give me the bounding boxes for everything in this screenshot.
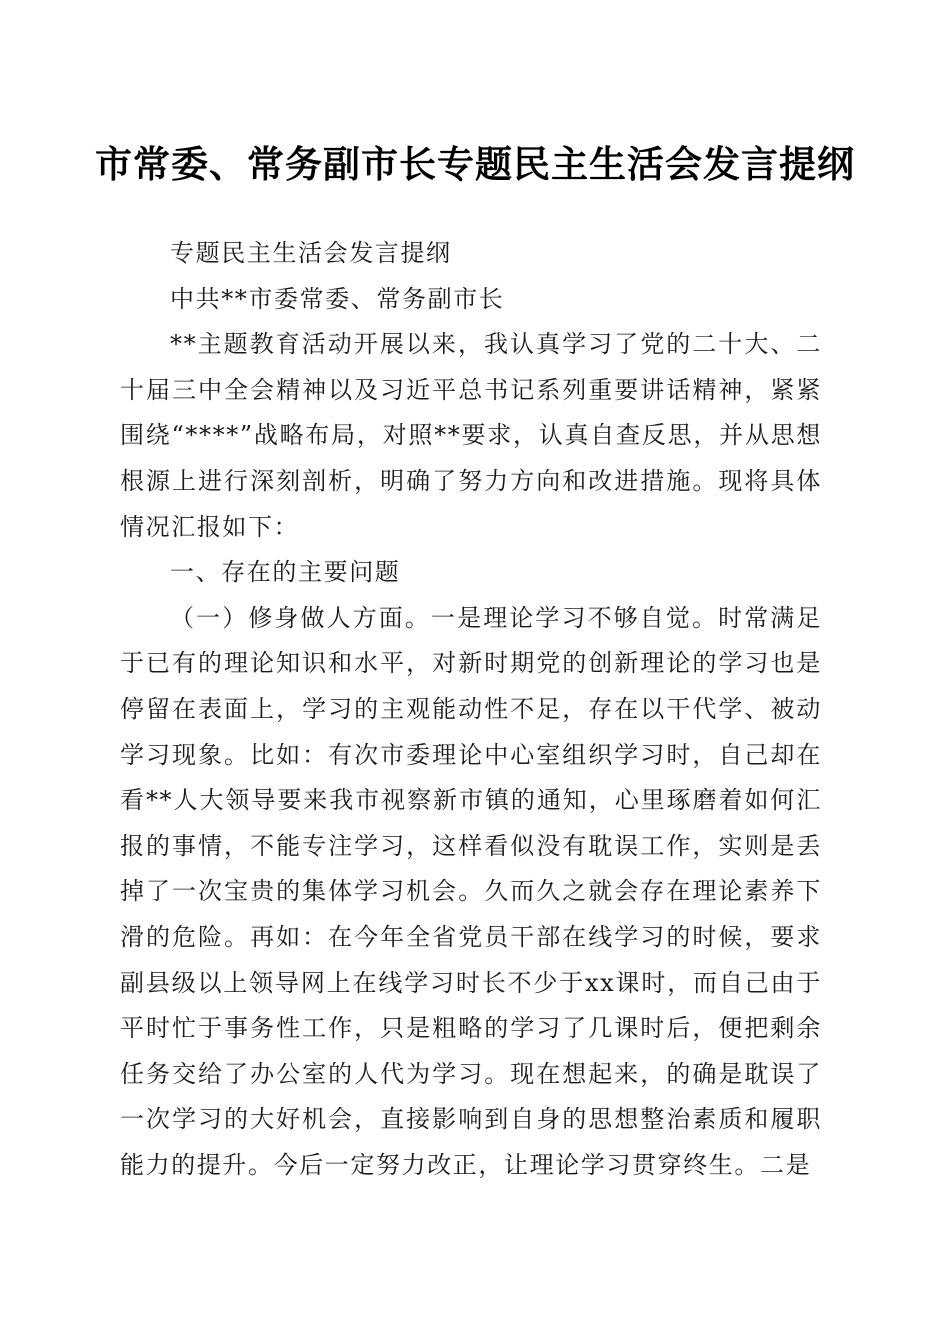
- document-body: [120, 231, 822, 1188]
- subtitle-line: 专题民主生活会发言提纲: [170, 239, 452, 267]
- document-title: 市常委、常务副市长专题民主生活会发言提纲: [95, 142, 855, 186]
- author-line: 中共**市委常委、常务副市长: [170, 284, 505, 313]
- section-paragraph: （一）修身做人方面。一是理论学习不够自觉。时常满足于已有的理论知识和水平，对新时期党的创新理论的学习也是停留在表面上，学习的主观能动性不足，存在以干代学、被动学习现象。比如：有次市委理论中心室组织学习时，自己却在看**人大领导要来我市视察新市镇的通知，心里琢磨着如何汇报的事情，不能专注学习，这样看似没有耽误工作，实则是丢掉了一次宝贵的集体学习机会。久而久之就会存在理论素养下滑的危险。再如：在今年全省党员干部在线学习的时候，要求副县级以上领导网上在线学习时长不少于xx课时，而自己由于平时忙于事务性工作，只是粗略的学习了几课时后，便把剩余任务交给了办公室的人代为学习。现在想起来，的确是耽误了一次学习的大好机会，直接影响到自身的思想整治素质和履职能力的提升。今后一定努力改正，让理论学习贯穿终生。二是: [120, 603, 822, 1179]
- section-heading: 一、存在的主要问题: [170, 558, 401, 587]
- intro-paragraph: **主题教育活动开展以来，我认真学习了党的二十大、二十届三中全会精神以及习近平总书记系列重要讲话精神，紧紧围绕“****”战略布局，对照**要求，认真自查反思，并从思想根源上进行深刻剖析，明确了努力方向和改进措施。现将具体情况汇报如下：: [120, 330, 822, 541]
